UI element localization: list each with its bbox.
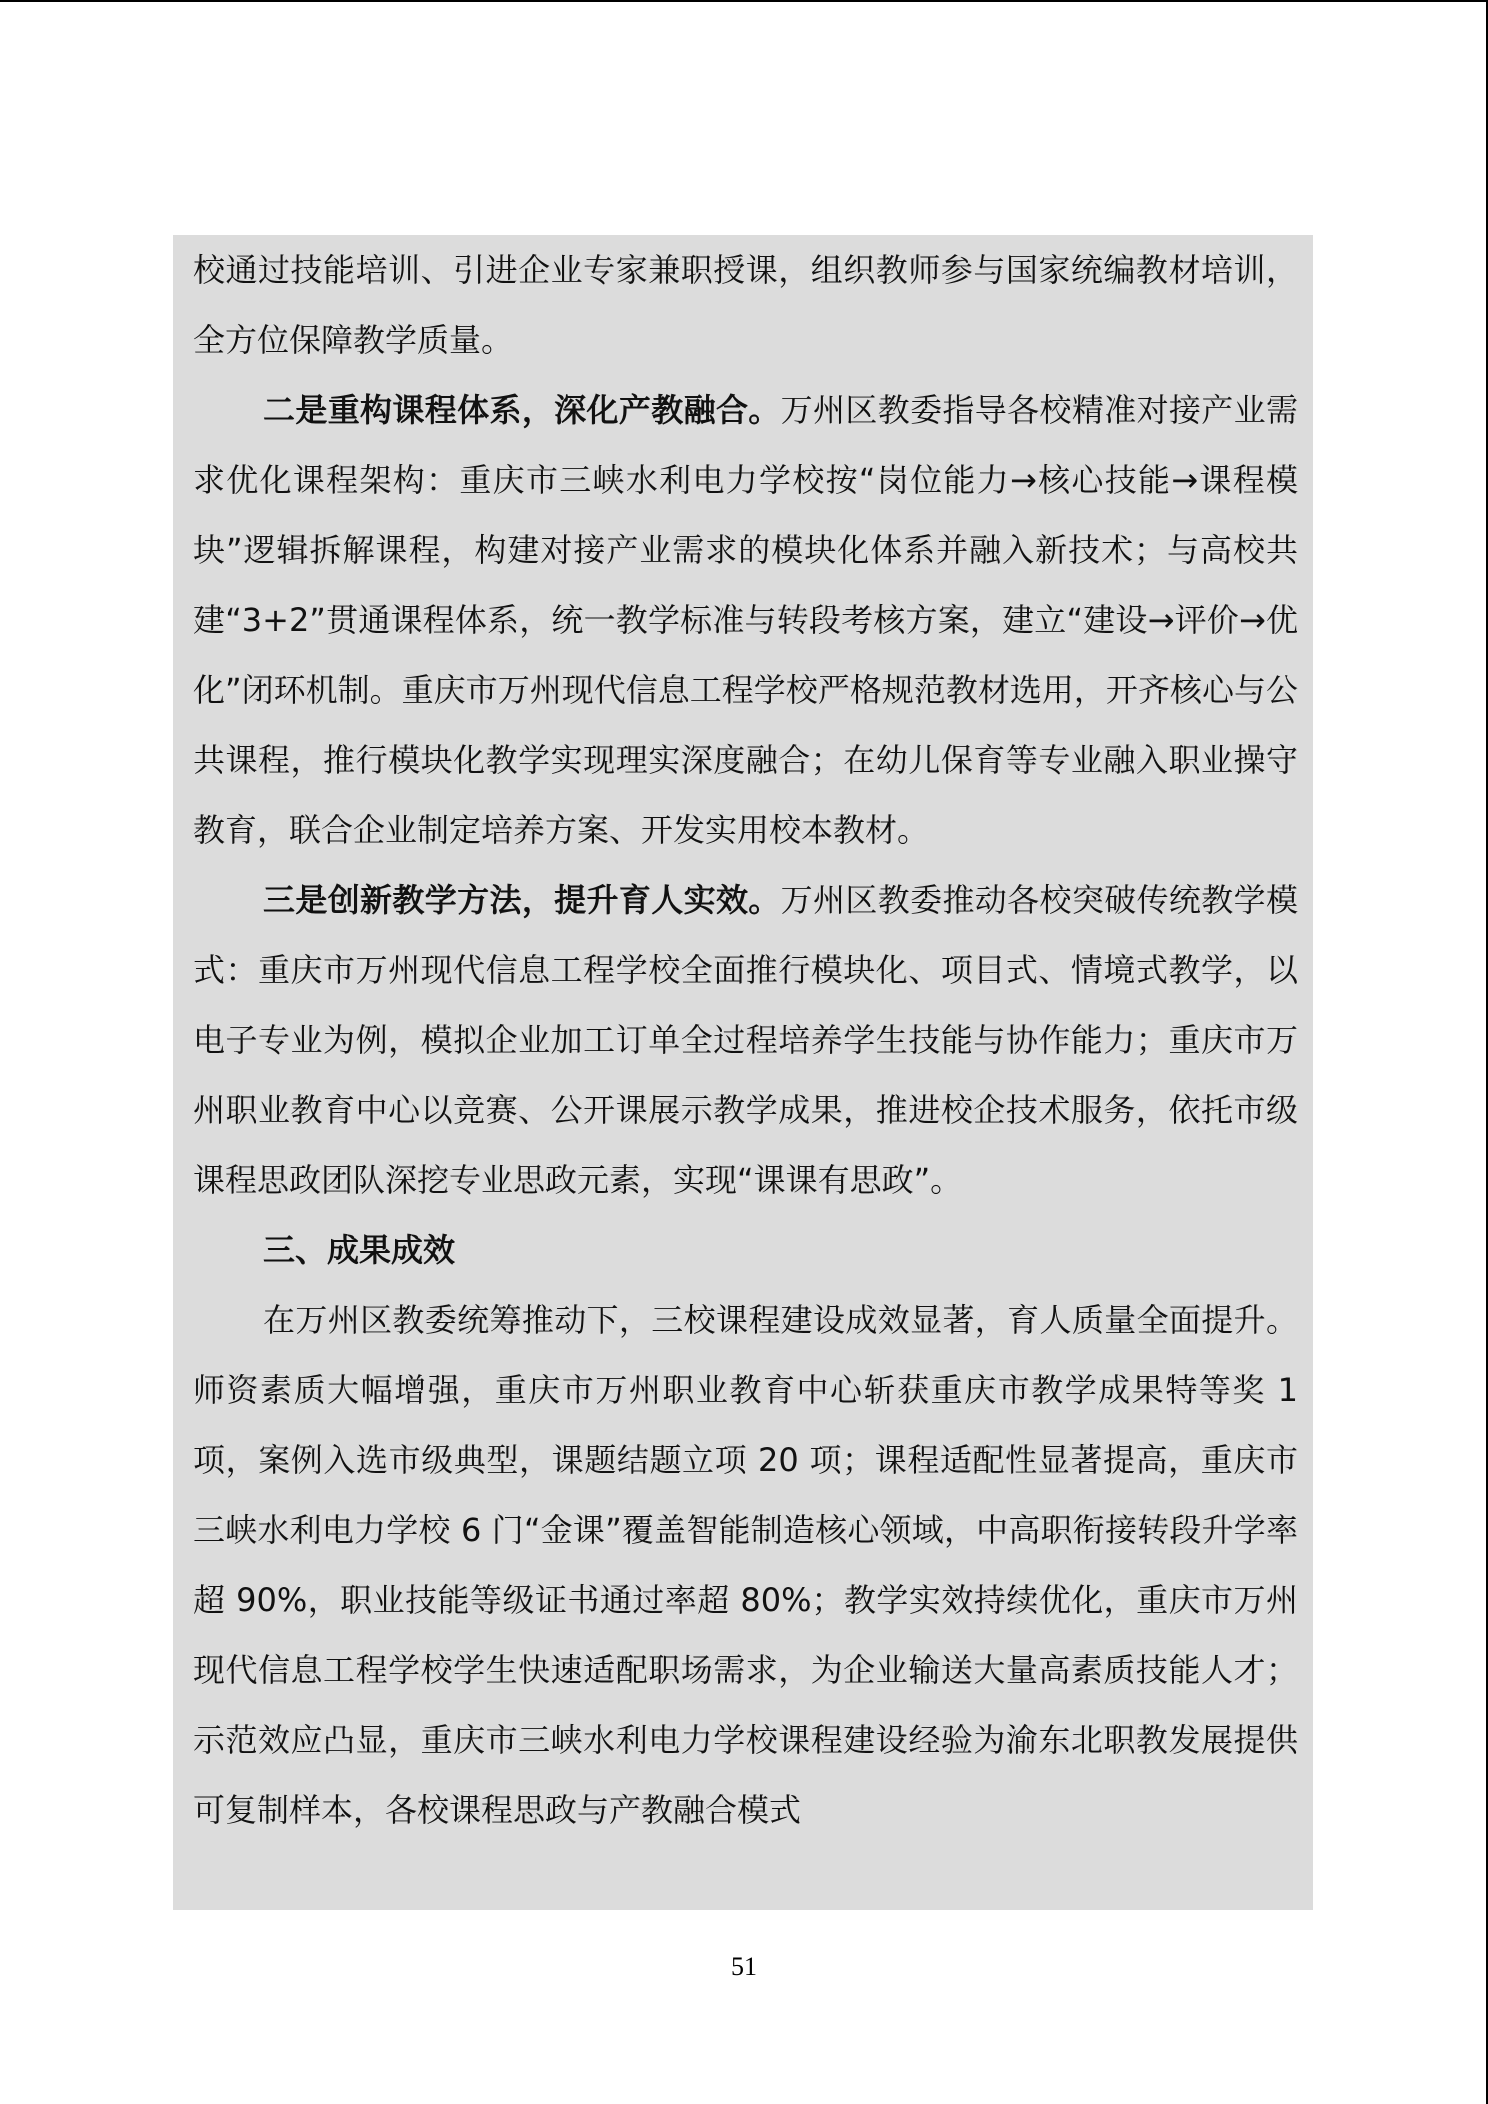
paragraph-body-teaching-methods: 万州区教委推动各校突破传统教学模式：重庆市万州现代信息工程学校全面推行模块化、项目式、情境式教学，以电子专业为例，模拟企业加工订单全过程培养学生技能与协作能力；重庆市万州职业教育中心以竞赛、公开课展示教学成果，推进校企技术服务，依托市级课程思政团队深挖专业思政元素，实现“课课有思政”。: [193, 881, 1298, 1199]
paragraph-course-system: [193, 375, 1298, 865]
page-number: 51: [731, 1952, 757, 1981]
paragraph-teaching-methods: [193, 865, 1298, 1215]
paragraph-lead-teaching-methods: 三是创新教学方法，提升育人实效。: [263, 881, 781, 919]
paragraph-body-course-system: 万州区教委指导各校精准对接产业需求优化课程架构：重庆市三峡水利电力学校按“岗位能力→核心技能→课程模块”逻辑拆解课程，构建对接产业需求的模块化体系并融入新技术；与高校共建“3+2”贯通课程体系，统一教学标准与转段考核方案，建立“建设→评价→优化”闭环机制。重庆市万州现代信息工程学校严格规范教材选用，开齐核心与公共课程，推行模块化教学实现理实深度融合；在幼儿保育等专业融入职业操守教育，联合企业制定培养方案、开发实用校本教材。: [193, 391, 1298, 849]
paragraph-results: 在万州区教委统筹推动下，三校课程建设成效显著，育人质量全面提升。师资素质大幅增强，重庆市万州职业教育中心斩获重庆市教学成果特等奖 1 项，案例入选市级典型，课题结题立项 20 项；课程适配性显著提高，重庆市三峡水利电力学校 6 门“金课”覆盖智能制造核心领域，中高职衔接转段升学率超 90%，职业技能等级证书通过率超 80%；教学实效持续优化，重庆市万州现代信息工程学校学生快速适配职场需求，为企业输送大量高素质技能人才；示范效应凸显，重庆市三峡水利电力学校课程建设经验为渝东北职教发展提供可复制样本，各校课程思政与产教融合模式: [193, 1301, 1298, 1829]
paragraph-lead-course-system: 二是重构课程体系，深化产教融合。: [263, 391, 781, 429]
section-heading: 三、成果成效: [263, 1231, 456, 1269]
paragraph-continuation: 校通过技能培训、引进企业专家兼职授课，组织教师参与国家统编教材培训，全方位保障教学质量。: [193, 251, 1298, 359]
body-text: [193, 235, 1298, 1845]
